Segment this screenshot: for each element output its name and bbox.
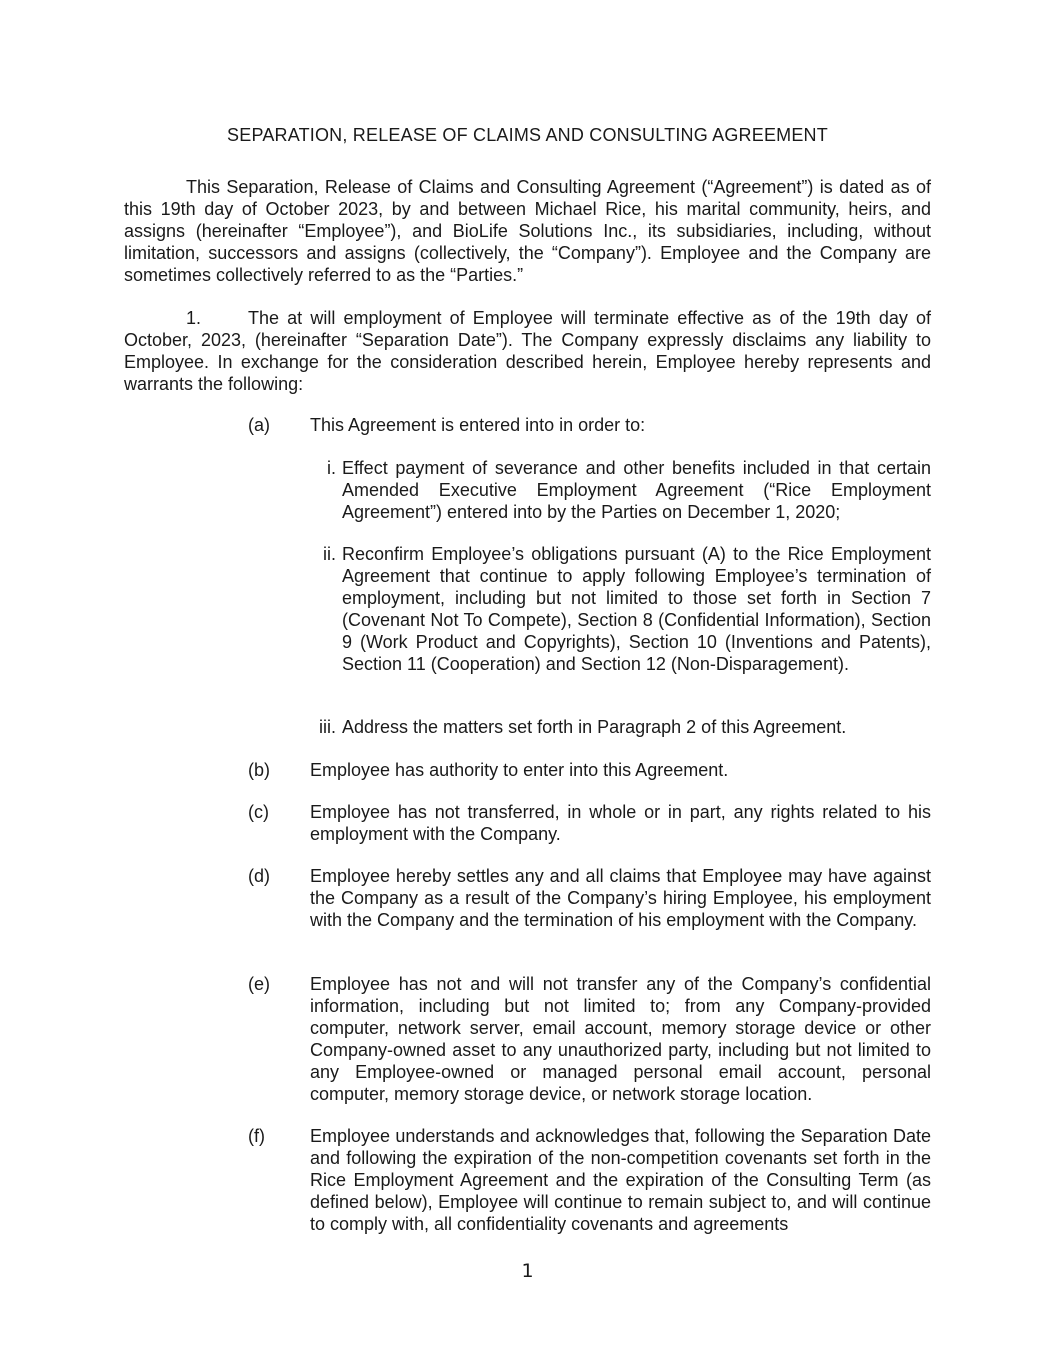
sub-item-label: i. <box>327 458 336 478</box>
list-item-text: Employee has authority to enter into this Agreement. <box>310 760 729 780</box>
list-item-label: (f) <box>248 1126 265 1146</box>
list-item-text: This Agreement is entered into in order to: <box>310 415 646 435</box>
list-item-label: (a) <box>248 415 270 435</box>
list-item-e <box>248 974 931 1105</box>
sub-item-iii <box>300 717 931 739</box>
list-item-label: (e) <box>248 974 270 994</box>
list-item-d <box>248 866 931 932</box>
sub-item-ii <box>300 544 931 675</box>
list-item-f <box>248 1126 931 1236</box>
sub-item-text: Reconfirm Employee’s obligations pursuant (A) to the Rice Employment Agreement that continue to apply following Employee’s termination of employment, including but not limited to those set forth in Section 7 (Covenant Not To Compete), Section 8 (Confidential Information), Section 9 (Work Product and Copyrights), Section 10 (Inventions and Patents), Section 11 (Cooperation) and Section 12 (Non-Disparagement). <box>342 544 931 674</box>
sub-item-text: Effect payment of severance and other benefits included in that certain Amended Executive Employment Agreement (“Rice Employment Agreement”) entered into by the Parties on December 1, 2020; <box>342 458 931 522</box>
page-number: 1 <box>521 1260 534 1282</box>
list-item-c <box>248 802 931 846</box>
list-item-label: (d) <box>248 866 270 886</box>
sub-item-label: iii. <box>319 717 336 737</box>
list-item-text: Employee has not and will not transfer any of the Company’s confidential information, including but not limited to; from any Company-provided computer, network server, email account, memory storage device or other Company-owned asset to any unauthorized party, including but not limited to any Employee-owned or managed personal email account, personal computer, memory storage device, or network storage location. <box>310 974 931 1104</box>
section-1-number: 1. <box>186 308 202 328</box>
sub-item-label: ii. <box>323 544 336 564</box>
intro-paragraph <box>124 177 931 287</box>
list-item-a <box>248 415 931 437</box>
section-1-paragraph <box>124 308 931 396</box>
section-1-text: The at will employment of Employee will terminate effective as of the 19th day of October, 2023, (hereinafter “Separation Date”). The Company expressly disclaims any liability to Employee. In exchange for the consideration described herein, Employee hereby represents and warrants the following: <box>124 308 931 394</box>
list-item-b <box>248 760 931 782</box>
sub-item-text: Address the matters set forth in Paragraph 2 of this Agreement. <box>342 717 847 737</box>
list-item-text: Employee has not transferred, in whole or in part, any rights related to his employment with the Company. <box>310 802 931 844</box>
list-item-label: (b) <box>248 760 270 780</box>
list-item-label: (c) <box>248 802 269 822</box>
document-title: SEPARATION, RELEASE OF CLAIMS AND CONSULTING AGREEMENT <box>227 125 828 145</box>
list-item-text: Employee understands and acknowledges that, following the Separation Date and following the expiration of the non-competition covenants set forth in the Rice Employment Agreement and the expiration of the Consulting Term (as defined below), Employee will continue to remain subject to, and will continue to comply with, all confidentiality covenants and agreements <box>310 1126 931 1234</box>
sub-item-i <box>300 458 931 524</box>
list-item-text: Employee hereby settles any and all claims that Employee may have against the Company as a result of the Company’s hiring Employee, his employment with the Company and the termination of his employment with the Company. <box>310 866 931 930</box>
intro-text: This Separation, Release of Claims and Consulting Agreement (“Agreement”) is dated as of this 19th day of October 2023, by and between Michael Rice, his marital community, heirs, and assigns (hereinafter “Employee”), and BioLife Solutions Inc., its subsidiaries, including, without limitation, successors and assigns (collectively, the “Company”). Employee and the Company are sometimes collectively referred to as the “Parties.” <box>124 177 931 285</box>
